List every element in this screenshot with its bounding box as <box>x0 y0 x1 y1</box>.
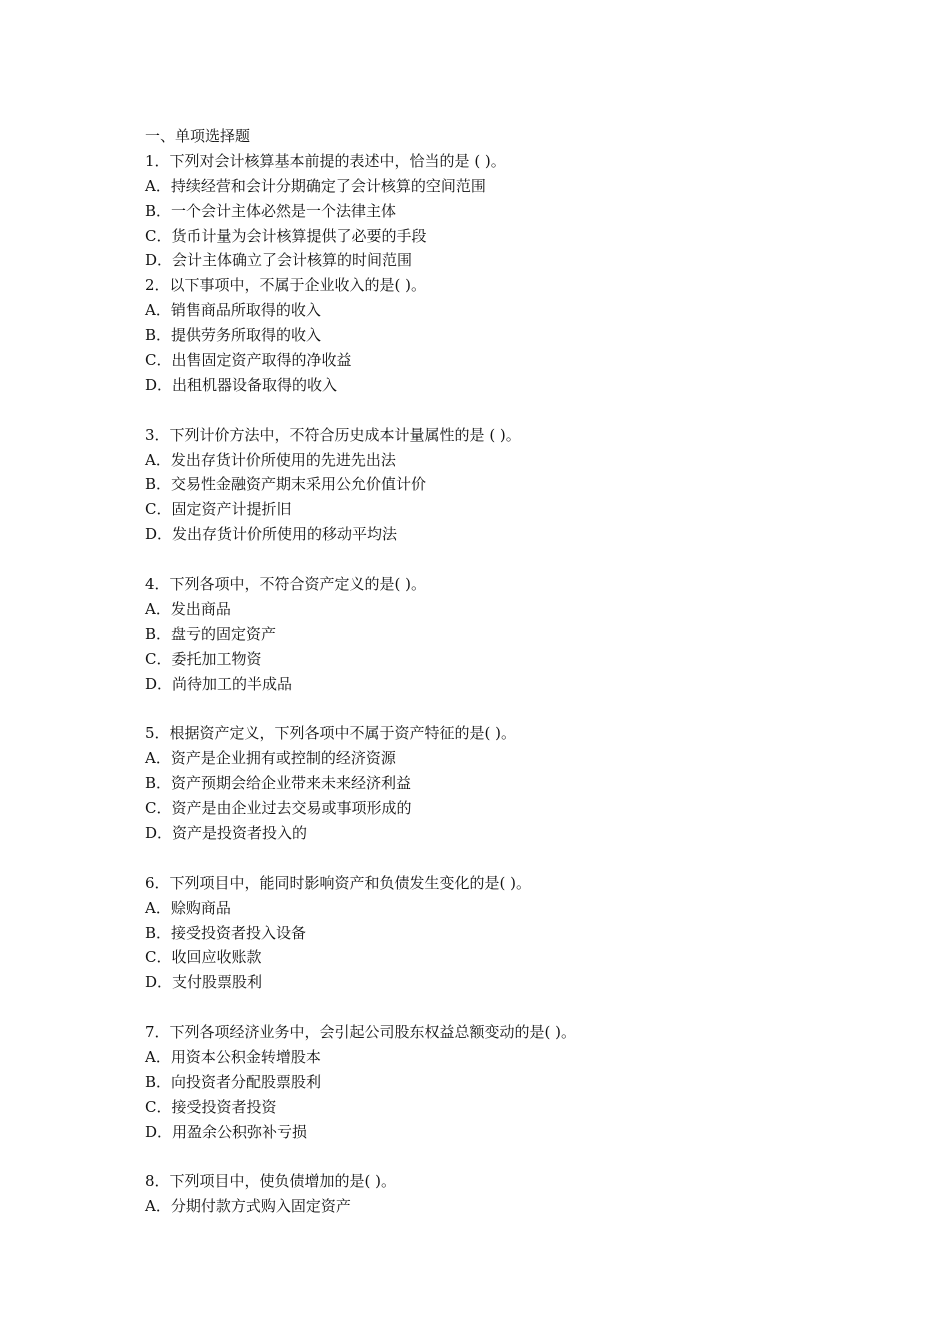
option-d: D．支付股票股利 <box>145 973 263 992</box>
option-a: A．发出存货计价所使用的先进先出法 <box>145 450 396 469</box>
question-2 <box>145 273 905 397</box>
option-a: A．赊购商品 <box>145 898 231 917</box>
spacer <box>145 846 905 871</box>
spacer <box>145 696 905 721</box>
question-1 <box>145 149 905 273</box>
question-stem: 6．下列项目中，能同时影响资产和负债发生变化的是( )。 <box>145 873 532 892</box>
option-d: D．尚待加工的半成品 <box>145 674 293 693</box>
option-b: B．一个会计主体必然是一个法律主体 <box>145 201 397 220</box>
option-c: C．接受投资者投资 <box>145 1097 277 1116</box>
question-7 <box>145 1020 905 1144</box>
question-stem: 7．下列各项经济业务中，会引起公司股东权益总额变动的是( )。 <box>145 1023 577 1042</box>
spacer <box>145 547 905 572</box>
option-b: B．接受投资者投入设备 <box>145 923 307 942</box>
option-a: A．发出商品 <box>145 599 231 618</box>
option-b: B．资产预期会给企业带来未来经济利益 <box>145 774 412 793</box>
question-stem: 1．下列对会计核算基本前提的表述中，恰当的是 ( )。 <box>145 151 506 170</box>
option-a: A．资产是企业拥有或控制的经济资源 <box>145 749 396 768</box>
option-a: A．销售商品所取得的收入 <box>145 301 321 320</box>
option-d: D．会计主体确立了会计核算的时间范围 <box>145 251 413 270</box>
option-a: A．持续经营和会计分期确定了会计核算的空间范围 <box>145 176 486 195</box>
question-4 <box>145 572 905 696</box>
question-3 <box>145 423 905 547</box>
option-a: A．用资本公积金转增股本 <box>145 1047 321 1066</box>
option-b: B．交易性金融资产期末采用公允价值计价 <box>145 475 427 494</box>
question-stem: 5．根据资产定义，下列各项中不属于资产特征的是( )。 <box>145 724 517 743</box>
option-c: C．委托加工物资 <box>145 649 262 668</box>
spacer <box>145 995 905 1020</box>
question-stem: 3．下列计价方法中，不符合历史成本计量属性的是 ( )。 <box>145 425 521 444</box>
option-d: D．资产是投资者投入的 <box>145 823 308 842</box>
option-c: C．资产是由企业过去交易或事项形成的 <box>145 799 412 818</box>
option-c: C．固定资产计提折旧 <box>145 500 292 519</box>
section-title: 一、单项选择题 <box>145 127 251 145</box>
option-d: D．发出存货计价所使用的移动平均法 <box>145 525 398 544</box>
option-b: B．提供劳务所取得的收入 <box>145 326 322 345</box>
option-c: C．货币计量为会计核算提供了必要的手段 <box>145 226 427 245</box>
option-d: D．用盈余公积弥补亏损 <box>145 1122 308 1141</box>
question-6 <box>145 871 905 995</box>
spacer <box>145 1145 905 1170</box>
option-b: B．向投资者分配股票股利 <box>145 1072 322 1091</box>
option-d: D．出租机器设备取得的收入 <box>145 375 338 394</box>
question-5 <box>145 721 905 845</box>
option-c: C．收回应收账款 <box>145 948 262 967</box>
spacer <box>145 398 905 423</box>
option-a: A．分期付款方式购入固定资产 <box>145 1197 351 1216</box>
question-8 <box>145 1169 905 1219</box>
question-stem: 4．下列各项中，不符合资产定义的是( )。 <box>145 575 427 594</box>
option-c: C．出售固定资产取得的净收益 <box>145 351 352 370</box>
question-stem: 2．以下事项中，不属于企业收入的是( )。 <box>145 276 427 295</box>
question-stem: 8．下列项目中，使负债增加的是( )。 <box>145 1172 397 1191</box>
document-body <box>145 124 905 1219</box>
option-b: B．盘亏的固定资产 <box>145 624 277 643</box>
